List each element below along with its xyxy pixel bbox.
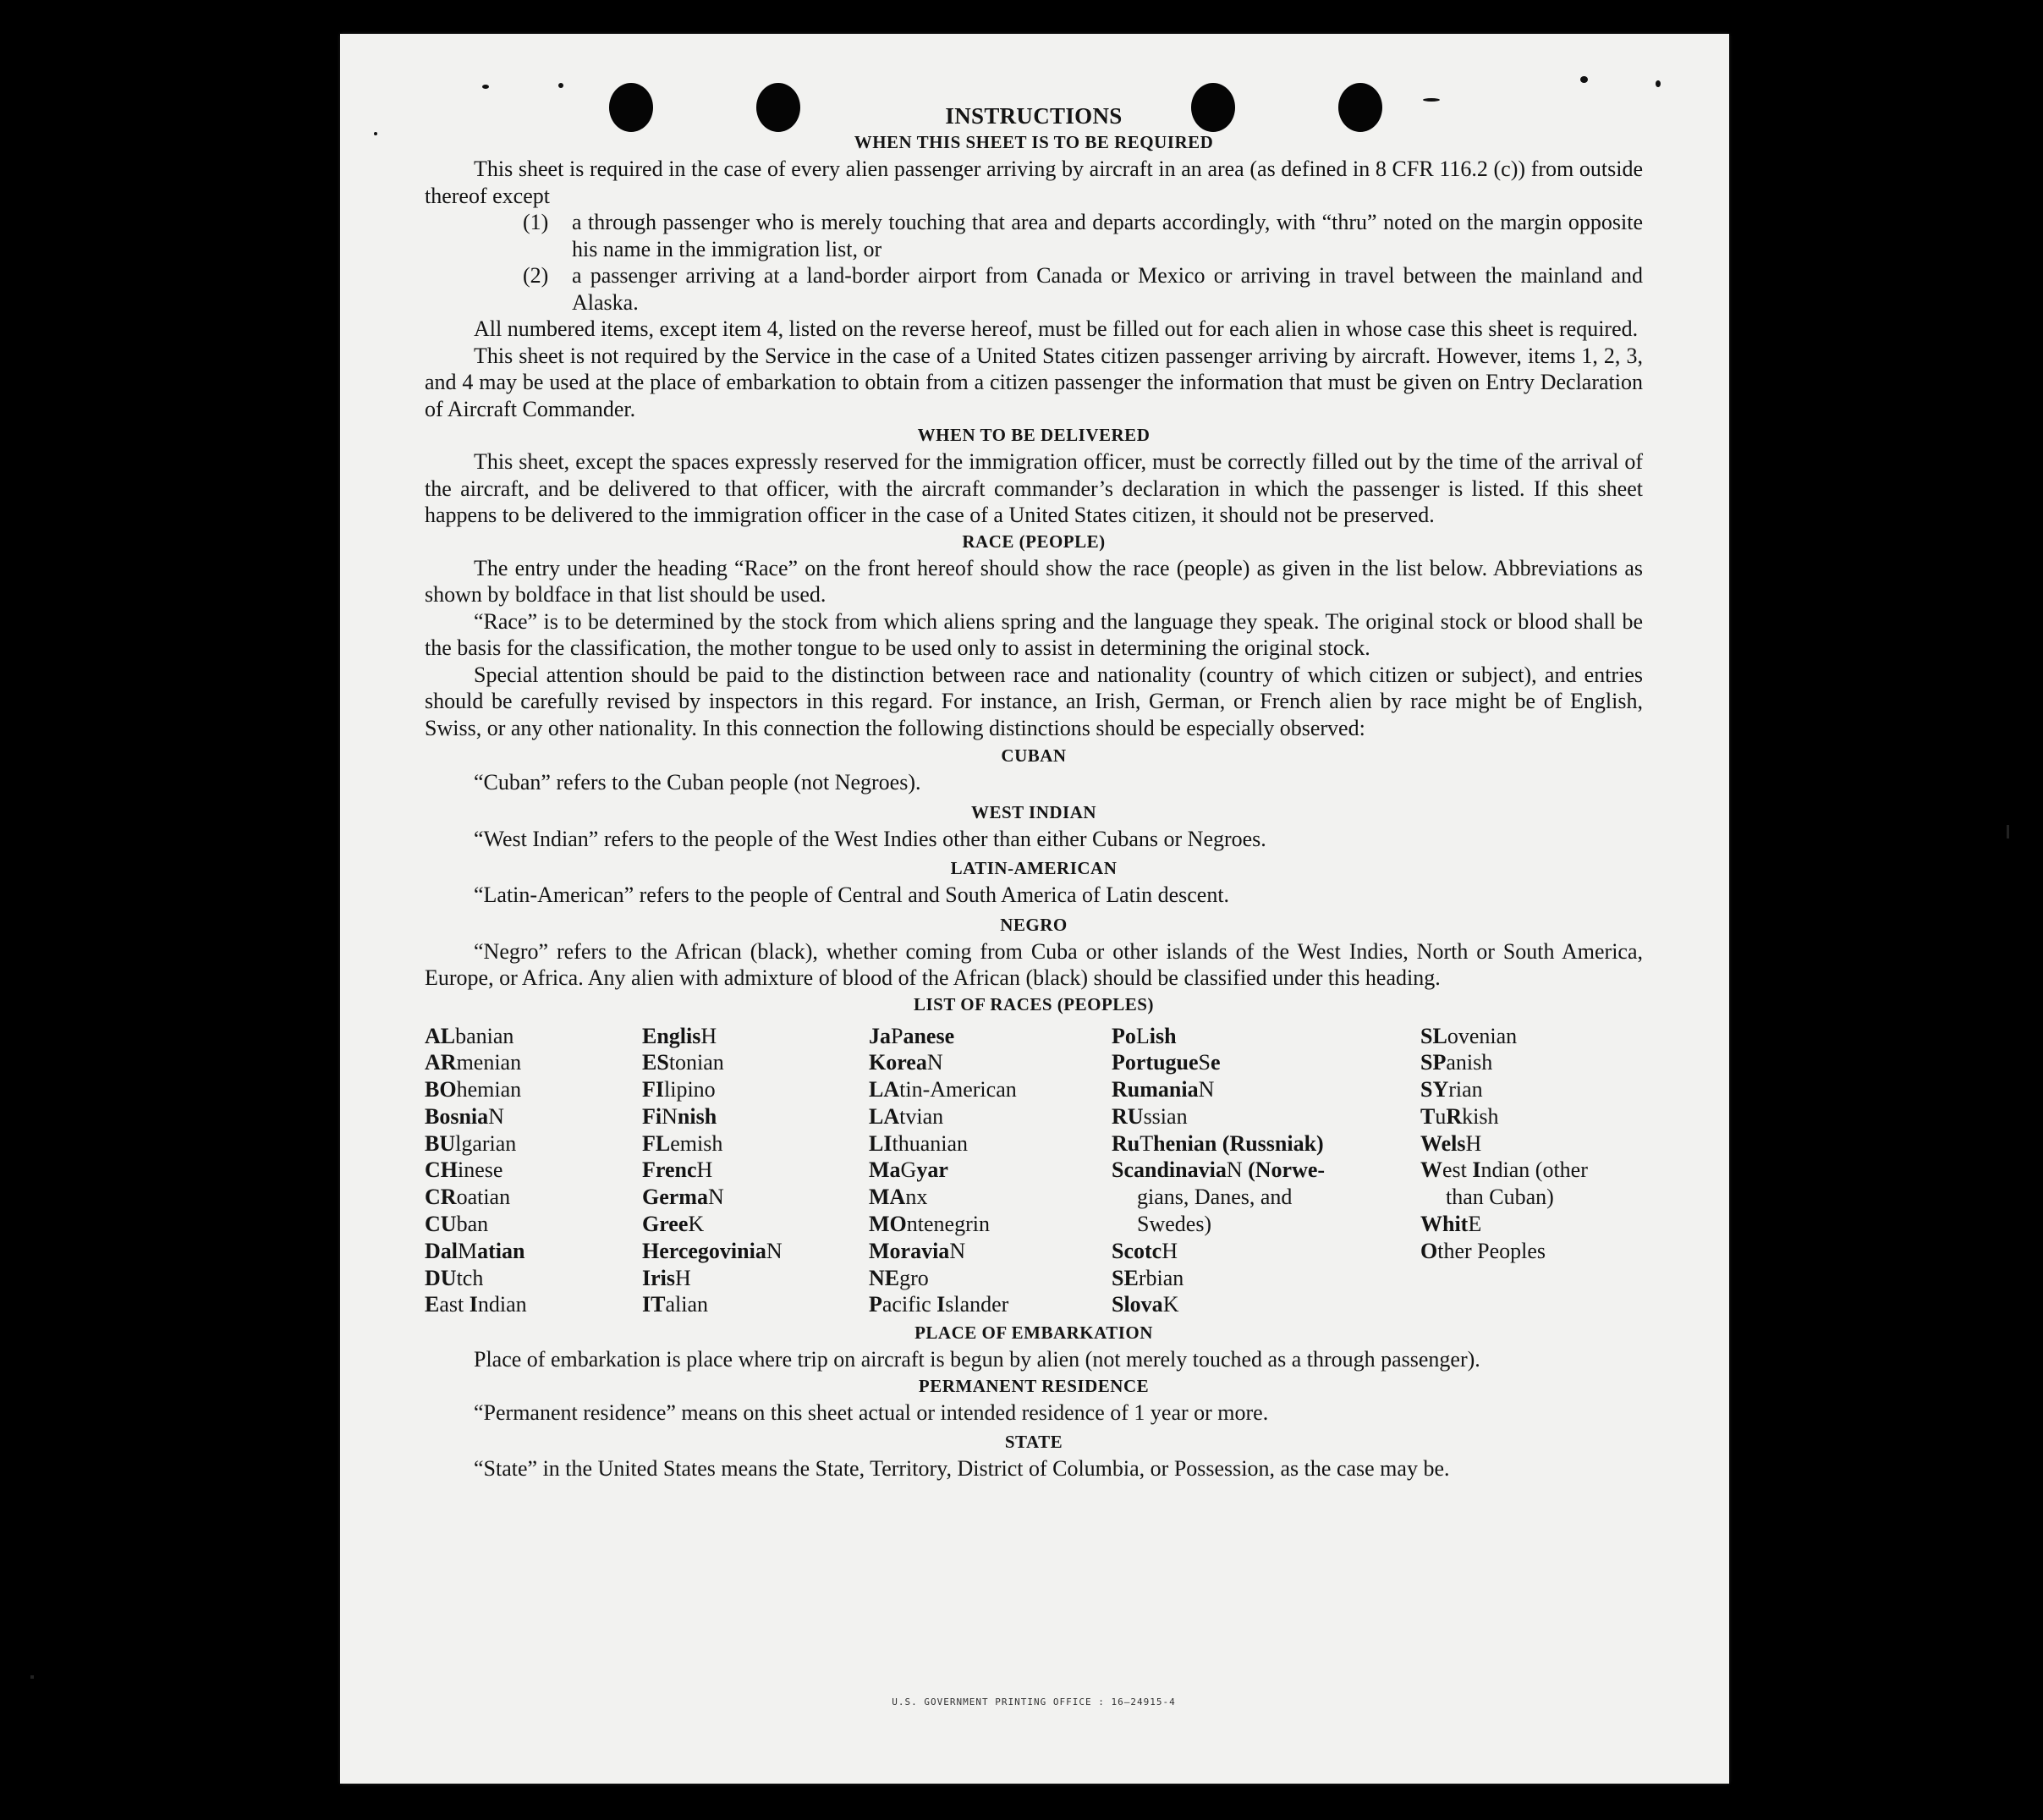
race-abbreviation: (Norwe-: [1242, 1157, 1326, 1183]
race-paragraph-1: The entry under the heading “Race” on the front hereof should show the race (people) as given in the list below. Abbreviations as shown by boldface in that list should be used.: [425, 555, 1643, 607]
heading-delivered: WHEN TO BE DELIVERED: [917, 425, 1151, 445]
race-name-part: G: [900, 1157, 917, 1183]
race-name-part: N: [1226, 1157, 1243, 1183]
race-abbreviation: Iris: [642, 1265, 675, 1290]
race-name-part: anish: [1446, 1050, 1493, 1075]
race-entry: [642, 1076, 869, 1103]
speck: [374, 132, 377, 135]
race-entry: [869, 1130, 1112, 1157]
race-entry: [1420, 1238, 1643, 1265]
item-text: a through passenger who is merely touching that area and departs accordingly, with “thru” noted on the margin opposite his name in the immigration list, or: [572, 210, 1643, 261]
race-name-part: thuanian: [892, 1130, 968, 1156]
race-abbreviation: DU: [425, 1265, 457, 1290]
race-abbreviation: Whit: [1420, 1212, 1469, 1237]
race-name-part: tonian: [668, 1050, 724, 1075]
race-entry: [869, 1103, 1112, 1130]
race-entry: [425, 1023, 642, 1050]
race-abbreviation: Ja: [869, 1023, 891, 1048]
race-entry: [425, 1103, 642, 1130]
race-name-part: ovenian: [1447, 1023, 1518, 1048]
race-name-part: oatian: [456, 1185, 511, 1210]
race-name-part: est: [1442, 1157, 1473, 1183]
race-abbreviation: IT: [642, 1292, 666, 1317]
heading-required: WHEN THIS SHEET IS TO BE REQUIRED: [854, 132, 1214, 152]
race-abbreviation: SP: [1420, 1050, 1447, 1075]
race-abbreviation: Po: [1112, 1023, 1136, 1048]
heading-negro: NEGRO: [1000, 914, 1068, 935]
race-entry: [869, 1184, 1112, 1211]
race-abbreviation: henian (Russniak): [1153, 1130, 1324, 1156]
race-name-part: H: [700, 1023, 717, 1048]
race-name-part: kish: [1462, 1103, 1499, 1129]
race-name-part: T: [1140, 1130, 1154, 1156]
race-name-part: Swedes): [1137, 1212, 1212, 1237]
race-name-part: K: [688, 1212, 705, 1237]
race-name-part: K: [1162, 1292, 1179, 1317]
race-entry: [425, 1291, 642, 1318]
race-name-part: hemian: [456, 1077, 522, 1102]
race-name-part: ndian: [477, 1292, 527, 1317]
west-indian-paragraph: “West Indian” refers to the people of the West Indies other than either Cubans or Negroes.: [474, 826, 1266, 851]
race-abbreviation: atian: [477, 1238, 525, 1263]
race-abbreviation: Hercegovinia: [642, 1238, 766, 1263]
race-abbreviation: Gree: [642, 1212, 689, 1237]
race-name-part: menian: [456, 1050, 522, 1075]
residence-paragraph: “Permanent residence” means on this sheet actual or intended residence of 1 year or more.: [474, 1399, 1269, 1425]
race-entry: [869, 1265, 1112, 1292]
race-abbreviation: Englis: [642, 1023, 701, 1048]
race-name-part: E: [1468, 1212, 1482, 1237]
heading-cuban: CUBAN: [1001, 745, 1067, 766]
race-entry: [869, 1238, 1112, 1265]
race-abbreviation: CU: [425, 1212, 457, 1237]
latin-american-paragraph: “Latin-American” refers to the people of Central and South America of Latin descent.: [474, 883, 1230, 907]
race-name-part: N: [488, 1103, 504, 1129]
race-abbreviation: CH: [425, 1157, 458, 1183]
race-paragraph-2: “Race” is to be determined by the stock from which aliens spring and the language they speak. The original stock or blood shall be the basis for the classification, the mother tongue to be used only to assist in determining the original stock.: [425, 608, 1643, 660]
race-name-part: tin-American: [899, 1077, 1017, 1102]
race-abbreviation: Fi: [642, 1103, 662, 1129]
race-abbreviation: LA: [869, 1077, 900, 1102]
heading-race: RACE (PEOPLE): [962, 531, 1106, 552]
race-abbreviation: yar: [916, 1157, 948, 1183]
race-entry: [425, 1076, 642, 1103]
race-abbreviation: Rumania: [1112, 1077, 1199, 1102]
race-abbreviation: BO: [425, 1077, 457, 1102]
cuban-paragraph: “Cuban” refers to the Cuban people (not Negroes).: [474, 770, 921, 795]
race-name-part: acific: [881, 1292, 937, 1317]
state-paragraph: “State” in the United States means the State, Territory, District of Columbia, or Possession, as the case may be.: [474, 1456, 1450, 1482]
race-abbreviation: AR: [425, 1050, 457, 1075]
race-abbreviation: NE: [869, 1265, 900, 1290]
race-name-part: ntenegrin: [906, 1212, 990, 1237]
race-column: [1112, 1023, 1420, 1319]
race-name-part: M: [458, 1238, 478, 1263]
race-name-part: gro: [899, 1265, 929, 1290]
race-entry: [1420, 1023, 1643, 1050]
race-abbreviation: LA: [869, 1103, 900, 1129]
race-name-part: tch: [456, 1265, 484, 1290]
race-entry: [1112, 1265, 1420, 1292]
race-name-part: ther Peoples: [1437, 1238, 1546, 1263]
race-entry: [642, 1023, 869, 1050]
race-entry: [425, 1184, 642, 1211]
race-column: [869, 1023, 1112, 1319]
race-name-part: u: [1435, 1103, 1447, 1129]
race-entry: [425, 1049, 642, 1076]
race-name-part: H: [696, 1157, 713, 1183]
race-abbreviation: Portugue: [1112, 1050, 1199, 1075]
race-name-part: ban: [456, 1212, 489, 1237]
race-column: [425, 1023, 642, 1319]
citizen-paragraph: This sheet is not required by the Service in the case of a United States citizen passenger arriving by aircraft. However, items 1, 2, 3, and 4 may be used at the place of embarkation to obtain from a citizen passenger the information that must be given on Entry Declaration of Aircraft Commander.: [425, 343, 1643, 421]
race-entry: [1112, 1211, 1420, 1238]
heading-latin-american: LATIN-AMERICAN: [950, 858, 1118, 878]
race-abbreviation: E: [425, 1292, 440, 1317]
race-abbreviation: O: [1420, 1238, 1438, 1263]
printing-office-imprint: U.S. GOVERNMENT PRINTING OFFICE : 16—24915-4: [892, 1696, 1176, 1707]
heading-embarkation: PLACE OF EMBARKATION: [914, 1322, 1153, 1344]
race-entry: [425, 1130, 642, 1157]
race-abbreviation: Slova: [1112, 1292, 1163, 1317]
race-abbreviation: FL: [642, 1130, 671, 1156]
race-entry: [425, 1211, 642, 1238]
race-abbreviation: I: [1472, 1157, 1481, 1183]
numbered-items-paragraph: All numbered items, except item 4, listed on the reverse hereof, must be filled out for each alien in whose case this sheet is required.: [474, 316, 1639, 341]
race-abbreviation: CR: [425, 1185, 457, 1210]
race-entry: [1112, 1238, 1420, 1265]
race-name-part: P: [891, 1023, 903, 1048]
race-name-part: H: [1465, 1130, 1482, 1156]
race-abbreviation: FI: [642, 1077, 664, 1102]
race-abbreviation: I: [936, 1292, 946, 1317]
race-abbreviation: W: [1420, 1157, 1442, 1183]
race-name-part: N: [1198, 1077, 1215, 1102]
race-paragraph-3: Special attention should be paid to the distinction between race and nationality (country of which citizen or subject), and entries should be carefully revised by inspectors in this regard. For instance, an Irish, German, or French alien by race might be of English, Swiss, or any other nationality. In this connection the following distinctions should be especially observed:: [425, 662, 1643, 740]
race-entry: [1420, 1211, 1643, 1238]
race-entry: [642, 1265, 869, 1292]
race-entry: [1420, 1130, 1643, 1157]
race-name-part: N: [707, 1185, 724, 1210]
race-abbreviation: SL: [1420, 1023, 1447, 1048]
race-entry: [1112, 1049, 1420, 1076]
page-title: INSTRUCTIONS: [945, 103, 1123, 129]
required-intro: This sheet is required in the case of every alien passenger arriving by aircraft in an area (as defined in 8 CFR 116.2 (c)) from outside thereof except: [425, 157, 1643, 208]
race-entry: [869, 1157, 1112, 1184]
race-column: [642, 1023, 869, 1319]
race-name-part: lipino: [664, 1077, 716, 1102]
race-entry: [1112, 1157, 1420, 1184]
race-entry: [1112, 1291, 1420, 1318]
race-abbreviation: Bosnia: [425, 1103, 489, 1129]
instructions-body: [425, 103, 1643, 1482]
race-name-part: H: [1162, 1238, 1178, 1263]
race-abbreviation: anese: [903, 1023, 955, 1048]
race-abbreviation: Ru: [1112, 1130, 1140, 1156]
race-abbreviation: Scandinavia: [1112, 1157, 1227, 1183]
scan-mark: [2007, 825, 2009, 839]
race-abbreviation: Frenc: [642, 1157, 697, 1183]
race-abbreviation: SY: [1420, 1077, 1449, 1102]
race-name-part: ast: [439, 1292, 470, 1317]
race-entry: [1420, 1076, 1643, 1103]
race-abbreviation: MA: [869, 1185, 906, 1210]
race-name-part: ssian: [1143, 1103, 1188, 1129]
negro-paragraph: “Negro” refers to the African (black), whether coming from Cuba or other islands of the West Indies, North or South America, Europe, or Africa. Any alien with admixture of blood of the African (black) should be classified under this heading.: [425, 938, 1643, 990]
race-entry: [1420, 1157, 1643, 1184]
race-entry: [642, 1291, 869, 1318]
scan-mark: [30, 1675, 34, 1679]
race-abbreviation: RU: [1112, 1103, 1144, 1129]
race-entry: [1420, 1103, 1643, 1130]
speck: [1580, 76, 1588, 83]
race-entry: [1112, 1130, 1420, 1157]
race-name-part: N: [949, 1238, 966, 1263]
heading-residence: PERMANENT RESIDENCE: [918, 1375, 1150, 1396]
race-abbreviation: Korea: [869, 1050, 927, 1075]
embarkation-paragraph: Place of embarkation is place where trip on aircraft is begun by alien (not merely touched as a through passenger).: [474, 1347, 1480, 1372]
item-number: (1): [523, 210, 549, 234]
speck: [482, 85, 489, 89]
heading-list-of-races: LIST OF RACES (PEOPLES): [914, 993, 1154, 1014]
race-abbreviation: ES: [642, 1050, 669, 1075]
race-entry: [642, 1211, 869, 1238]
race-entry: [869, 1291, 1112, 1318]
race-name-part: inese: [458, 1157, 503, 1183]
race-name-part: nx: [905, 1185, 928, 1210]
race-entry: [1112, 1076, 1420, 1103]
item-text: a passenger arriving at a land-border airport from Canada or Mexico or arriving in travel between the mainland and Alaska.: [572, 263, 1643, 315]
delivered-paragraph: This sheet, except the spaces expressly reserved for the immigration officer, must be correctly filled out by the time of the arrival of the aircraft, and be delivered to that officer, with the aircraft commander’s declaration in which the passenger is listed. If this sheet happens to be delivered to the immigration officer in the case of a United States citizen, it should not be preserved.: [425, 449, 1643, 527]
race-abbreviation: ish: [1149, 1023, 1177, 1048]
race-entry: [642, 1130, 869, 1157]
race-abbreviation: I: [469, 1292, 478, 1317]
race-name-part: L: [1135, 1023, 1150, 1048]
race-abbreviation: nish: [677, 1103, 717, 1129]
race-name-part: S: [1198, 1050, 1211, 1075]
race-entry: [425, 1265, 642, 1292]
race-abbreviation: Ma: [869, 1157, 901, 1183]
race-name-part: banian: [455, 1023, 514, 1048]
race-name-part: than Cuban): [1446, 1185, 1554, 1210]
race-entry: [1112, 1023, 1420, 1050]
race-column: [1420, 1023, 1643, 1319]
speck: [1423, 98, 1440, 102]
race-name-part: alian: [665, 1292, 708, 1317]
race-entry: [642, 1184, 869, 1211]
race-entry: [642, 1238, 869, 1265]
race-name-part: slander: [945, 1292, 1009, 1317]
race-abbreviation: BU: [425, 1130, 456, 1156]
race-entry: [869, 1211, 1112, 1238]
race-name-part: ndian (other: [1480, 1157, 1588, 1183]
heading-west-indian: WEST INDIAN: [970, 801, 1097, 822]
list-of-races: [425, 1023, 1643, 1319]
race-entry: [1420, 1184, 1643, 1211]
race-entry: [869, 1023, 1112, 1050]
race-abbreviation: Moravia: [869, 1238, 950, 1263]
race-name-part: gians, Danes, and: [1137, 1185, 1293, 1210]
race-abbreviation: R: [1446, 1103, 1463, 1129]
race-name-part: N: [766, 1238, 783, 1263]
race-abbreviation: T: [1420, 1103, 1436, 1129]
race-name-part: tvian: [899, 1103, 944, 1129]
race-entry: [1112, 1184, 1420, 1211]
exception-item-2: [425, 262, 1643, 316]
race-abbreviation: Wels: [1420, 1130, 1466, 1156]
race-name-part: lgarian: [455, 1130, 517, 1156]
race-entry: [869, 1049, 1112, 1076]
race-entry: [1420, 1049, 1643, 1076]
race-abbreviation: Germa: [642, 1185, 708, 1210]
race-entry: [642, 1157, 869, 1184]
race-entry: [642, 1103, 869, 1130]
race-abbreviation: AL: [425, 1023, 456, 1048]
race-name-part: emish: [670, 1130, 723, 1156]
race-name-part: N: [926, 1050, 943, 1075]
instruction-sheet: [340, 34, 1729, 1784]
race-abbreviation: P: [869, 1292, 882, 1317]
race-abbreviation: MO: [869, 1212, 907, 1237]
race-name-part: N: [662, 1103, 678, 1129]
exception-item-1: [425, 209, 1643, 262]
race-abbreviation: Scotc: [1112, 1238, 1162, 1263]
race-entry: [642, 1049, 869, 1076]
race-abbreviation: e: [1211, 1050, 1221, 1075]
race-name-part: rian: [1448, 1077, 1483, 1102]
race-entry: [869, 1076, 1112, 1103]
race-entry: [425, 1238, 642, 1265]
race-entry: [425, 1157, 642, 1184]
race-abbreviation: Dal: [425, 1238, 458, 1263]
heading-state: STATE: [1004, 1432, 1063, 1453]
race-name-part: rbian: [1138, 1265, 1184, 1290]
speck: [1656, 80, 1661, 87]
race-abbreviation: LI: [869, 1130, 892, 1156]
race-abbreviation: SE: [1112, 1265, 1139, 1290]
race-entry: [1112, 1103, 1420, 1130]
speck: [558, 83, 563, 88]
item-number: (2): [523, 263, 549, 288]
race-name-part: H: [675, 1265, 691, 1290]
